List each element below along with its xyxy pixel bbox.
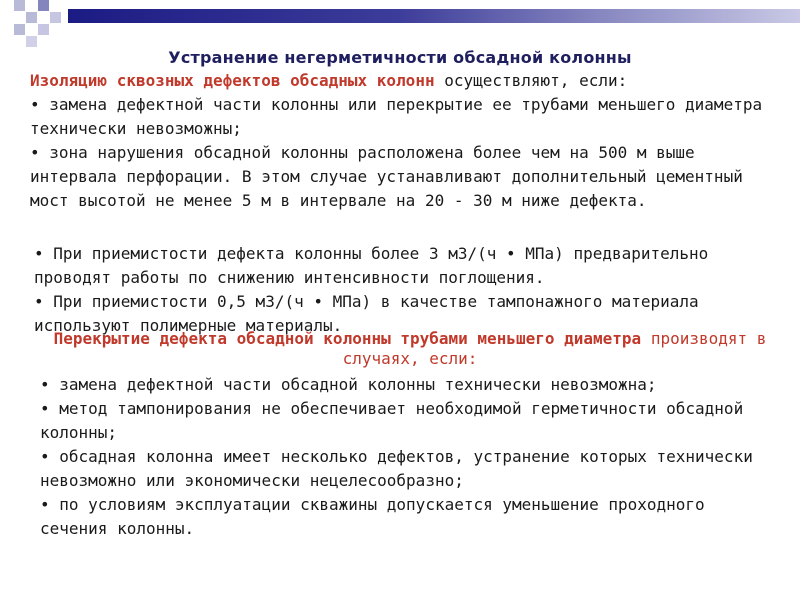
list-item: • замена дефектной части колонны или перекрытие ее трубами меньшего диаметра технически невозможны;: [30, 95, 763, 138]
header-gradient-bar: [68, 9, 800, 23]
list-item: • зона нарушения обсадной колонны расположена более чем на 500 м выше интервала перфорации. В этом случае устанавливают дополнительный цементный мост высотой не менее 5 м в интервале на 20 - 30 м ниже дефекта.: [30, 143, 743, 210]
decor-square: [38, 0, 49, 11]
list-item: • При приемистости 0,5 м3/(ч • МПа) в качестве тампонажного материала используют полимерные материалы.: [34, 292, 699, 335]
list-item: • по условиям эксплуатации скважины допускается уменьшение проходного сечения колонны.: [40, 495, 705, 538]
list-item: • метод тампонирования не обеспечивает необходимой герметичности обсадной колонны;: [40, 399, 744, 442]
list-item: • При приемистости дефекта колонны более 3 м3/(ч • МПа) предварительно проводят работы по снижению интенсивности поглощения.: [34, 244, 709, 287]
pipe-overlap-heading-highlight: Перекрытие дефекта обсадной колонны трубами меньшего диаметра: [53, 329, 642, 348]
decor-square: [50, 12, 61, 23]
decor-square: [14, 24, 25, 35]
pipe-overlap-heading: [40, 329, 780, 369]
decor-square: [26, 36, 37, 47]
absorption-section: [34, 242, 754, 338]
decor-square: [14, 0, 25, 11]
list-item: • обсадная колонна имеет несколько дефектов, устранение которых технически невозможно или экономически нецелесообразно;: [40, 447, 753, 490]
decor-square: [38, 24, 49, 35]
isolation-intro-text: осуществляют, если:: [434, 71, 628, 90]
decor-square: [26, 12, 37, 23]
isolation-intro: [30, 69, 774, 93]
isolation-intro-highlight: Изоляцию сквозных дефектов обсадных колонн: [30, 71, 435, 90]
pipe-overlap-heading-text: производят в случаях, если:: [342, 329, 767, 368]
isolation-section: [30, 69, 774, 213]
list-item: • замена дефектной части обсадной колонны технически невозможна;: [40, 375, 657, 394]
slide-title: Устранение негерметичности обсадной колонны: [168, 48, 632, 67]
pipe-overlap-section: [40, 329, 780, 541]
